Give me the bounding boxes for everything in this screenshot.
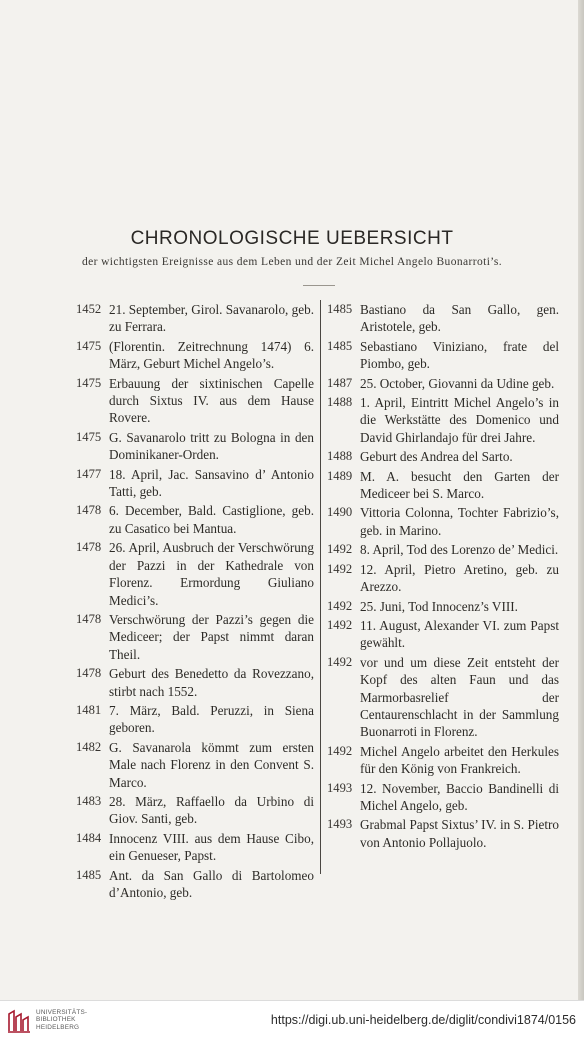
university-library-logo-icon[interactable] [6,1008,32,1034]
chronology-entry [76,502,314,537]
chronology-entry [76,867,314,902]
entry-year: 1492 [327,743,353,758]
chronology-entry [76,429,314,464]
entry-text: 8. April, Tod des Lorenzo de’ Medici. [360,542,559,558]
entry-text: Ant. da San Gallo di Bartolomeo d’Antonio, geb. [109,867,314,900]
entry-year: 1485 [76,867,102,882]
entry-year: 1478 [76,540,102,555]
entry-year: 1485 [327,302,353,316]
chronology-entry [327,816,559,851]
entry-year: 1492 [327,561,353,576]
entry-year: 1484 [76,830,102,845]
chronology-entry [76,611,314,663]
entry-text: (Florentin. Zeitrechnung 1474) 6. März, Geburt Michel Angelo’s. [109,338,314,372]
chronology-entry [327,375,559,392]
entry-text: 12. April, Pietro Aretino, geb. zu Arezzo. [360,561,559,595]
entry-text: Bastiano da San Gallo, gen. Aristotele, geb. [360,302,559,335]
entry-year: 1487 [327,375,353,390]
entry-text: 25. Juni, Tod Innocenz’s VIII. [360,598,518,614]
entry-year: 1488 [327,395,353,410]
entry-text: 7. März, Bald. Peruzzi, in Siena geboren. [109,702,314,736]
viewer-footer [0,1000,584,1040]
chronology-entry [327,617,559,652]
entry-text: Grabmal Papst Sixtus’ IV. in S. Pietro von Antonio Pollajuolo. [360,817,559,850]
left-chronology-column [76,301,314,903]
chronology-entry [76,702,314,737]
entry-text: M. A. besucht den Garten der Mediceer bei S. Marco. [360,468,559,502]
entry-text: 6. December, Bald. Castiglione, geb. zu Casatico bei Mantua. [109,503,314,536]
entry-year: 1488 [327,449,353,464]
title-divider [303,285,335,286]
chronology-entry [327,468,559,503]
entry-year: 1478 [76,666,102,681]
chronology-entry [76,338,314,373]
entry-text: Erbauung der sixtinischen Capelle durch Sixtus IV. aus dem Hause Rovere. [109,375,314,426]
entry-year: 1493 [327,817,353,832]
entry-year: 1452 [76,302,102,316]
library-name: UNIVERSITÄTS- BIBLIOTHEK HEIDELBERG [36,1009,88,1031]
entry-text: 25. October, Giovanni da Udine geb. [360,375,555,391]
entry-year: 1475 [76,429,102,444]
entry-year: 1485 [327,338,353,353]
entry-text: Innocenz VIII. aus dem Hause Cibo, ein Genueser, Papst. [109,830,314,864]
entry-text: 11. August, Alexander VI. zum Papst gewählt. [360,617,559,651]
chronology-entry [327,301,559,336]
entry-year: 1483 [76,793,102,808]
chronology-entry [327,598,559,615]
entry-text: G. Savanarolo tritt zu Bologna in den Dominikaner-Orden. [109,429,314,463]
entry-text: 21. September, Girol. Savanarolo, geb. zu Ferrara. [109,302,314,335]
column-divider [320,300,321,874]
entry-text: Geburt des Benedetto da Rovezzano, stirbt nach 1552. [109,666,314,699]
entry-year: 1478 [76,611,102,626]
right-chronology-column [327,301,559,853]
entry-text: 18. April, Jac. Sansavino d’ Antonio Tatti, geb. [109,466,314,500]
chronology-entry [327,654,559,741]
chronology-entry [76,539,314,609]
entry-text: Sebastiano Viniziano, frate del Piombo, geb. [360,338,559,372]
entry-year: 1475 [76,375,102,390]
entry-year: 1482 [76,739,102,754]
chronology-entry [76,830,314,865]
entry-year: 1477 [76,466,102,481]
entry-text: Michel Angelo arbeitet den Herkules für den König von Frankreich. [360,743,559,777]
chronology-entry [327,394,559,446]
chronology-entry [327,504,559,539]
chronology-entry [327,448,559,465]
entry-year: 1492 [327,654,353,669]
chronology-entry [327,541,559,558]
entry-text: 12. November, Baccio Bandinelli di Michel Angelo, geb. [360,780,559,813]
entry-year: 1492 [327,542,353,557]
chronology-entry [76,793,314,828]
entry-text: Vittoria Colonna, Tochter Fabrizio’s, geb. in Marino. [360,505,559,538]
chronology-entry [327,780,559,815]
page-subtitle: der wichtigsten Ereignisse aus dem Leben und der Zeit Michel Angelo Buonarroti’s. [81,256,503,268]
entry-text: 28. März, Raffaello da Urbino di Giov. Santi, geb. [109,793,314,827]
entry-year: 1490 [327,505,353,520]
entry-text: 1. April, Eintritt Michel Angelo’s in die Werkstätte des Domenico und David Ghirlandajo für drei Jahre. [360,395,559,445]
entry-text: vor und um diese Zeit entsteht der Kopf des alten Faun und das Marmorbasrelief der Centaurenschlacht in der Sammlung Buonarroti in Florenz. [360,654,559,740]
entry-year: 1493 [327,780,353,795]
page-edge [578,0,584,1000]
chronology-entry [327,743,559,778]
entry-year: 1478 [76,503,102,518]
entry-year: 1481 [76,702,102,717]
chronology-entry [76,375,314,427]
entry-year: 1475 [76,338,102,353]
permalink-url[interactable]: https://digi.ub.uni-heidelberg.de/diglit/condivi1874/0156 [270,1013,576,1027]
entry-text: Geburt des Andrea del Sarto. [360,449,513,465]
chronology-entry [76,301,314,336]
chronology-entry [76,739,314,791]
entry-year: 1492 [327,598,353,613]
chronology-entry [327,338,559,373]
entry-text: G. Savanarola kömmt zum ersten Male nach Florenz in den Convent S. Marco. [109,739,314,790]
page-title: CHRONOLOGISCHE UEBERSICHT [130,228,454,249]
entry-text: Verschwörung der Pazzi’s gegen die Mediceer; der Papst nimmt daran Theil. [109,611,314,662]
entry-year: 1492 [327,617,353,632]
chronology-entry [76,466,314,501]
chronology-entry [327,561,559,596]
entry-text: 26. April, Ausbruch der Verschwörung der Pazzi in der Kathedrale von Florenz. Ermordung Giuliano Medici’s. [109,540,314,608]
chronology-entry [76,665,314,700]
entry-year: 1489 [327,468,353,483]
